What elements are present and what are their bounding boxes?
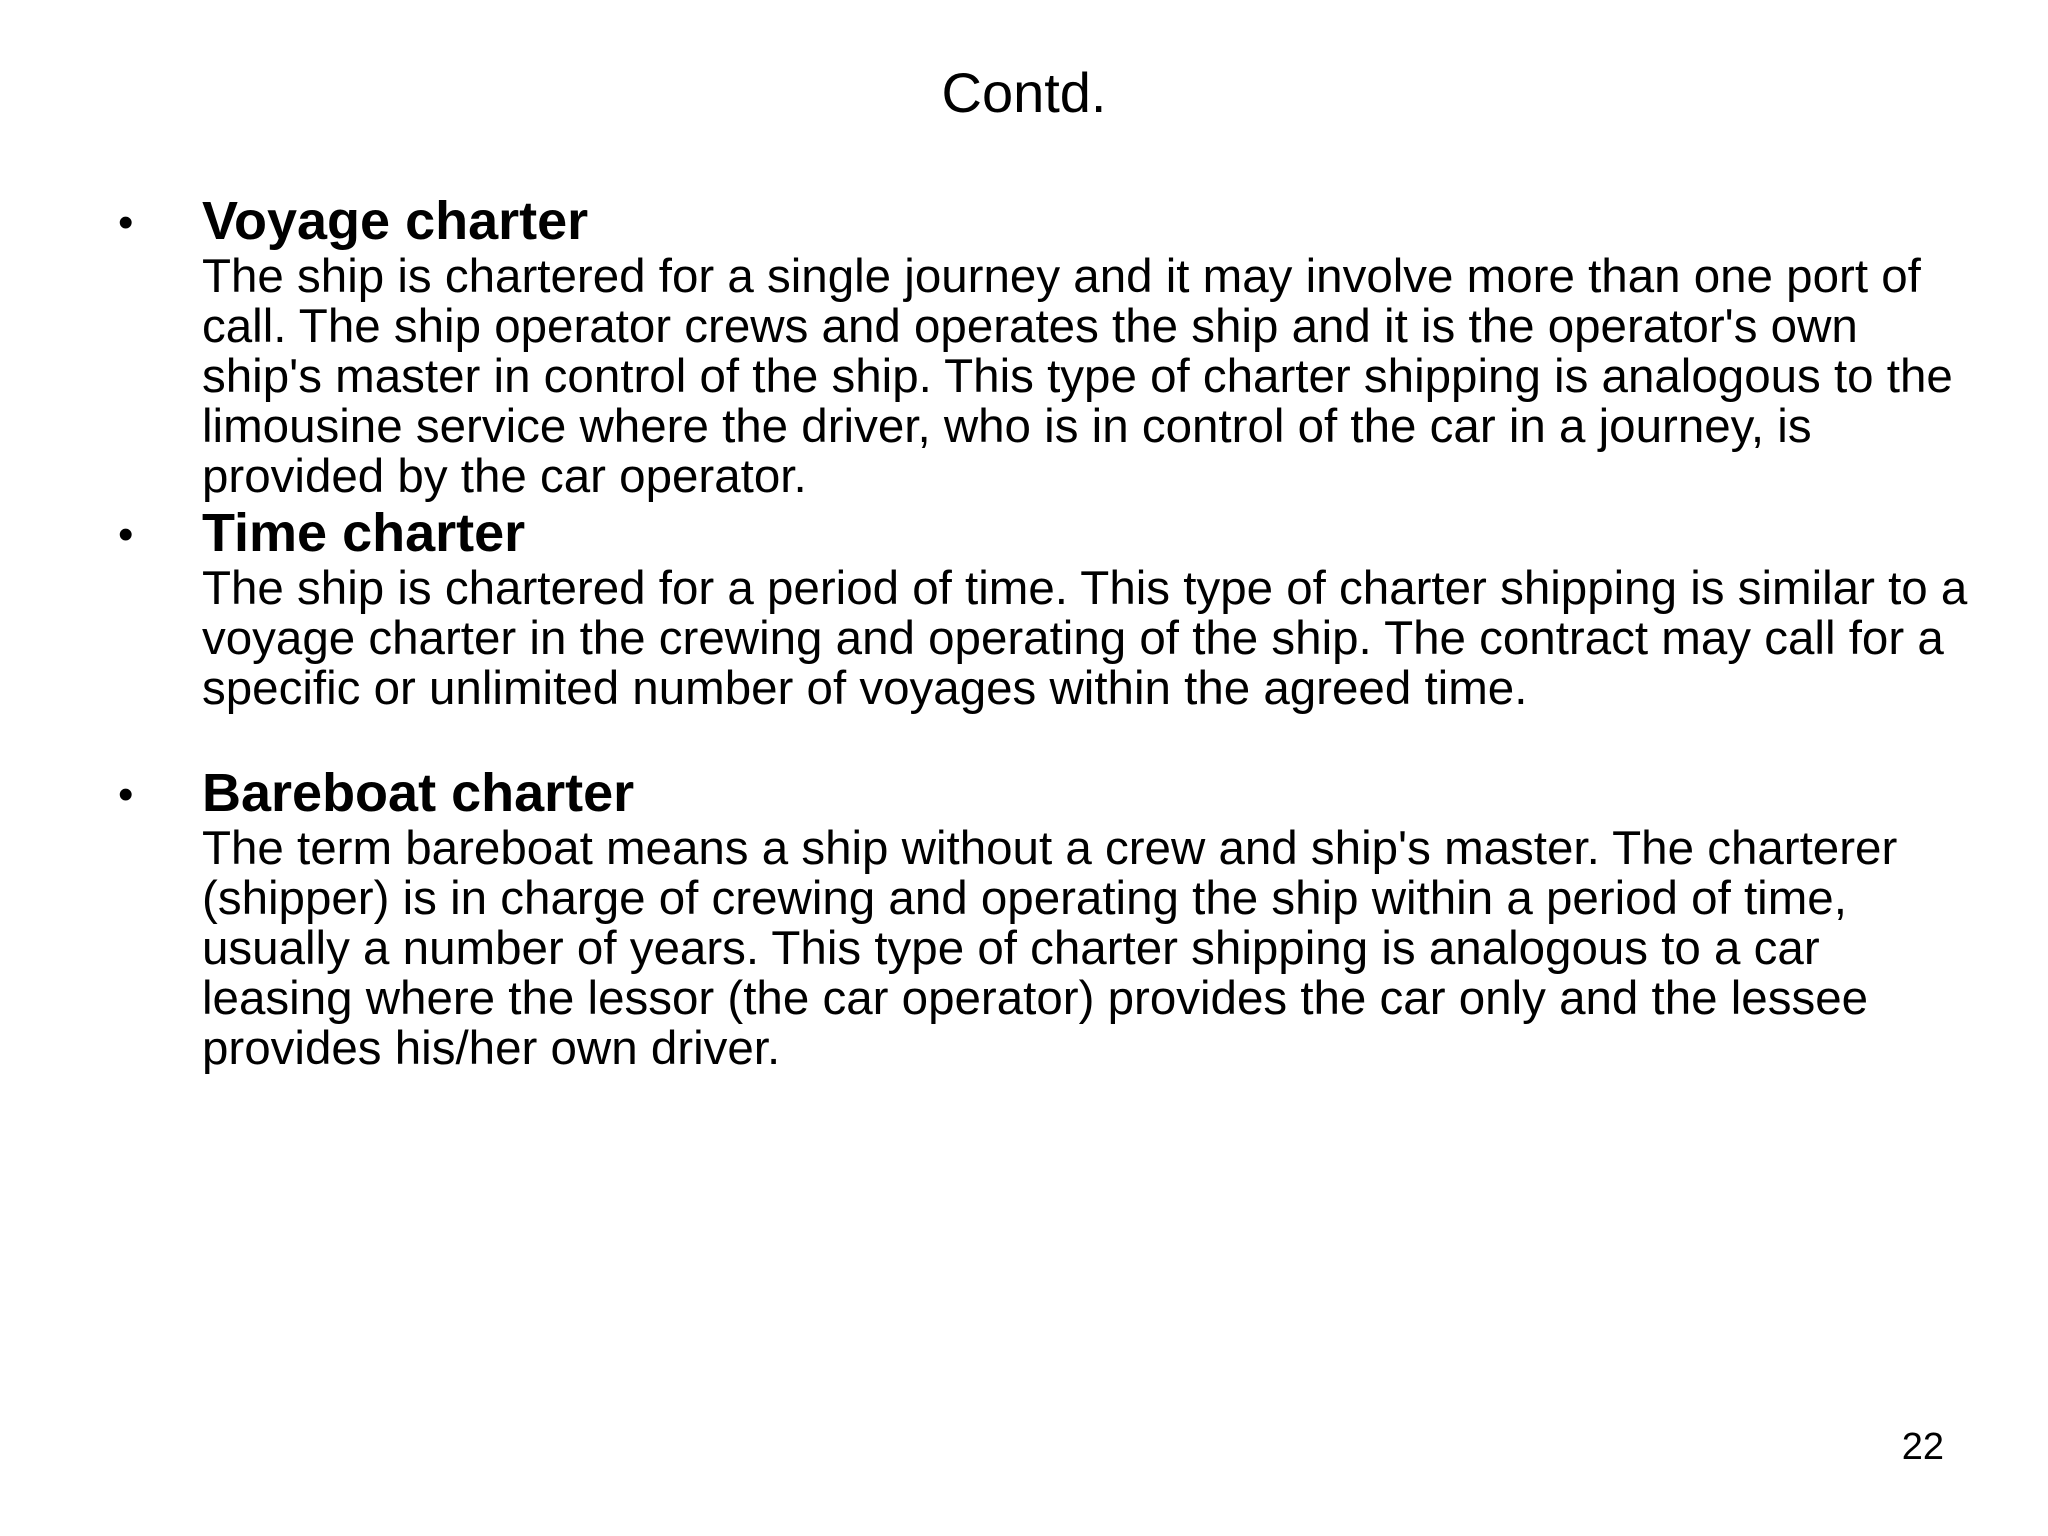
page-number: 22 bbox=[1901, 1426, 1944, 1468]
bullet-body: The term bareboat means a ship without a crew and ship's master. The charterer (shipper) is in charge of crewing and operating the ship within a period of time, usually a number of years. This type of charter shipping is analogous to a car leasing where the lessor (the car operator) provides the car only and the lessee provides his/her own driver. bbox=[202, 822, 1898, 1075]
bullet-heading: Bareboat charter bbox=[202, 763, 635, 823]
bullet-heading: Voyage charter bbox=[202, 191, 589, 251]
bullet-item-time-charter bbox=[118, 502, 1978, 714]
bullet-list bbox=[118, 190, 1978, 1074]
bullet-body: The ship is chartered for a single journey and it may involve more than one port of call. The ship operator crews and operates the ship and it is the operator's own ship's master in control of the ship. This type of charter shipping is analogous to the limousine service where the driver, who is in control of the car in a journey, is provided by the car operator. bbox=[202, 250, 1953, 503]
bullet-icon: • bbox=[118, 510, 134, 559]
bullet-icon: • bbox=[118, 198, 134, 247]
bullet-item-voyage-charter bbox=[118, 190, 1978, 502]
slide-title: Contd. bbox=[941, 61, 1107, 124]
bullet-body: The ship is chartered for a period of time. This type of charter shipping is similar to a voyage charter in the crewing and operating of the ship. The contract may call for a specific or unlimited number of voyages within the agreed time. bbox=[202, 562, 1968, 715]
bullet-icon: • bbox=[118, 770, 134, 819]
bullet-heading: Time charter bbox=[202, 503, 526, 563]
bullet-item-bareboat-charter bbox=[118, 762, 1978, 1074]
